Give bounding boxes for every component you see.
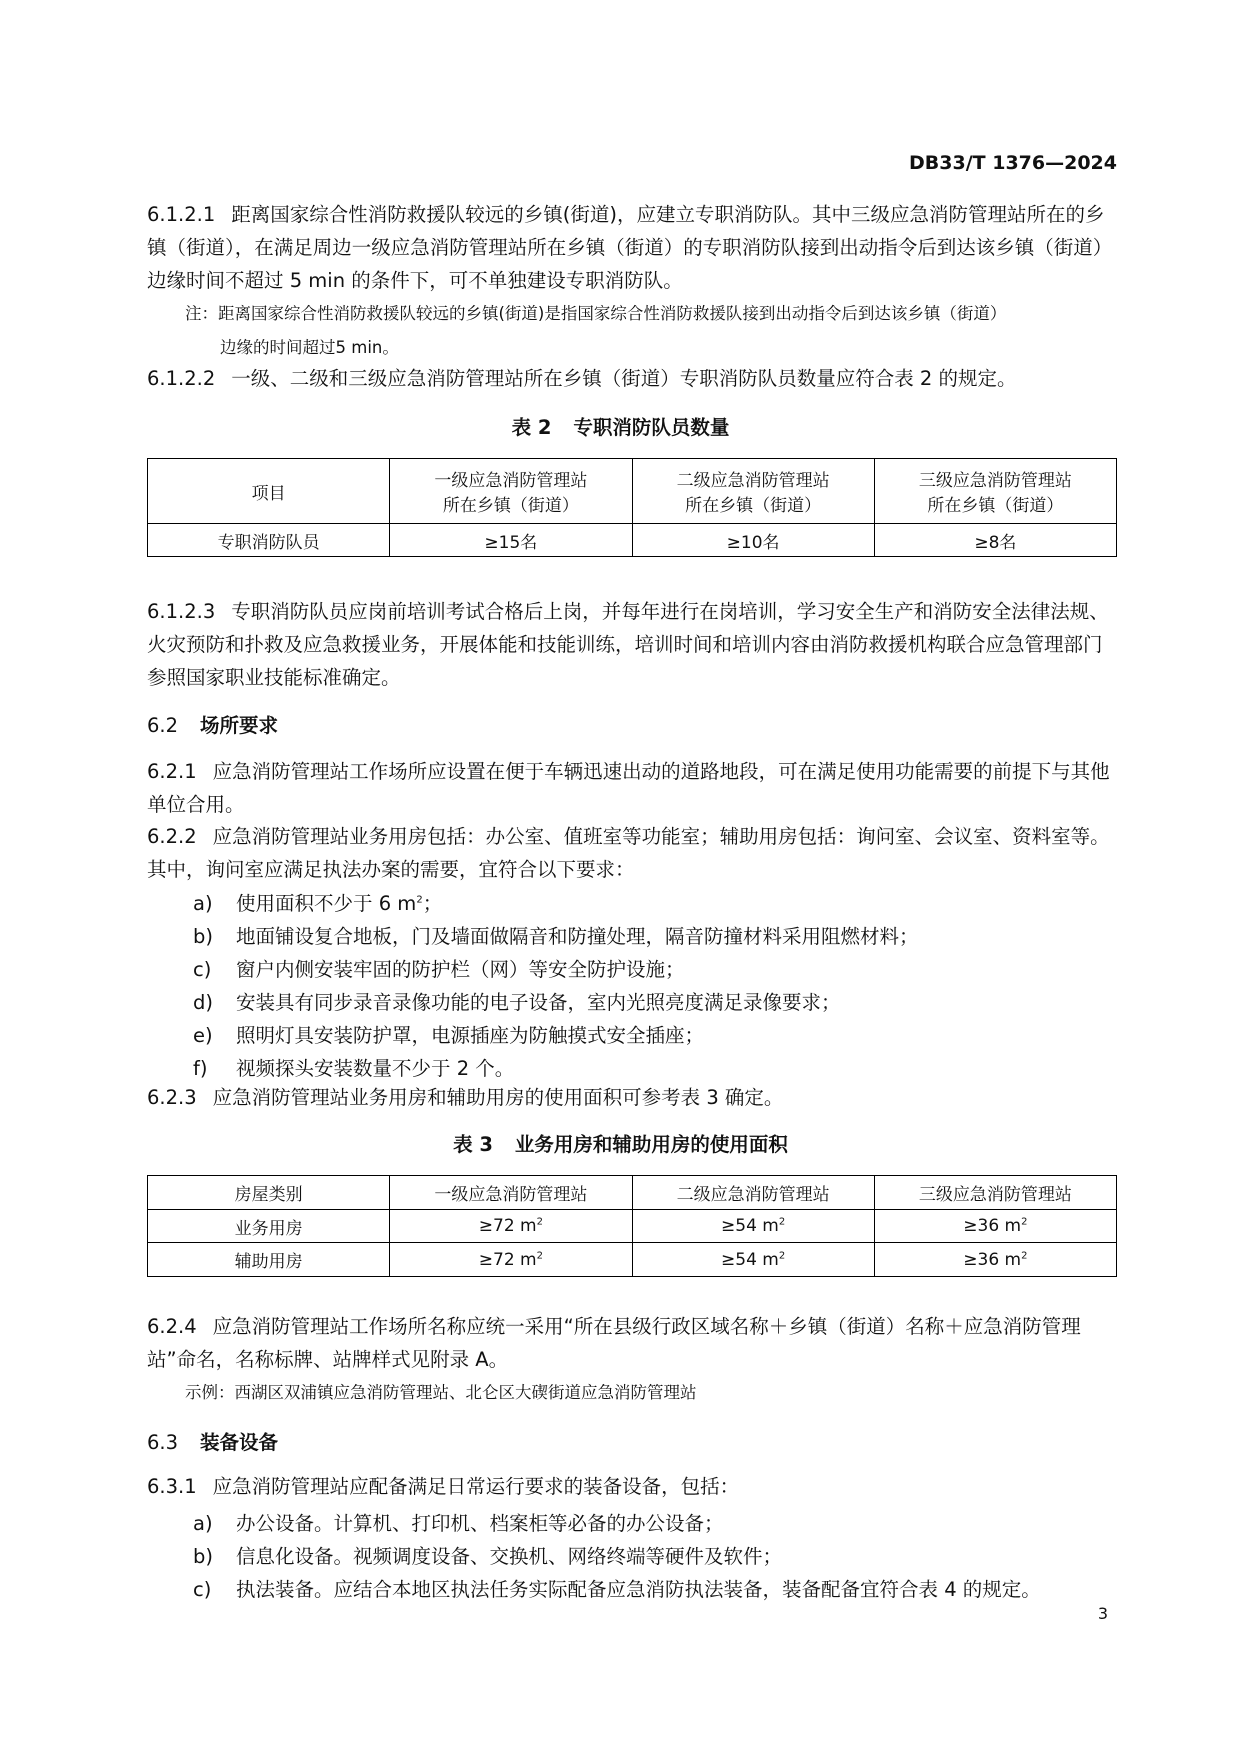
cell-value: ≥36 m xyxy=(963,1249,1022,1270)
section-6-2-heading xyxy=(147,710,278,738)
list-item xyxy=(193,954,685,982)
list-marker: c) xyxy=(193,958,212,981)
table-cell xyxy=(632,1210,874,1243)
list-item xyxy=(193,1574,1041,1602)
list-marker: c) xyxy=(193,1578,212,1601)
clause-text: 应急消防管理站工作场所应设置在便于车辆迅速出动的道路地段，可在满足使用功能需要的前提下与其他单位合用。 xyxy=(147,760,1110,816)
list-text: 视频探头安装数量不少于 2 个。 xyxy=(236,1057,515,1080)
cell-value: ≥54 m xyxy=(721,1249,779,1270)
document-id: DB33/T 1376—2024 xyxy=(909,152,1117,174)
note xyxy=(185,298,1117,330)
list-marker: e) xyxy=(193,1024,213,1047)
cell-value: ≥36 m xyxy=(963,1216,1022,1236)
list-item xyxy=(193,987,841,1015)
clause-6-1-2-3 xyxy=(147,595,1117,694)
superscript: 2 xyxy=(778,1249,786,1261)
list-text: 地面铺设复合地板，门及墙面做隔音和防撞处理，隔音防撞材料采用阻燃材料； xyxy=(236,925,919,948)
clause-6-2-2 xyxy=(147,820,1117,886)
table-cell: 辅助用房 xyxy=(148,1243,390,1277)
cell-value: ≥72 m xyxy=(478,1249,537,1270)
list-marker: a) xyxy=(193,1512,213,1535)
clause-text: 一级、二级和三级应急消防管理站所在乡镇（街道）专职消防队员数量应符合表 2 的规定。 xyxy=(231,367,1017,390)
clause-number: 6.2.1 xyxy=(147,760,197,783)
list-item xyxy=(193,1508,724,1536)
table-cell: 专职消防队员 xyxy=(148,524,390,557)
table-title: 专职消防队员数量 xyxy=(573,416,730,439)
table-cell xyxy=(874,1210,1116,1243)
table-3-caption xyxy=(0,1129,1241,1157)
table-cell: ≥10名 xyxy=(632,524,874,557)
superscript: 2 xyxy=(536,1249,543,1261)
list-marker: b) xyxy=(193,925,213,948)
list-item xyxy=(193,1020,704,1048)
superscript: 2 xyxy=(1021,1249,1028,1261)
header-cell xyxy=(390,459,632,524)
list-marker: d) xyxy=(193,991,213,1014)
section-number: 6.2 xyxy=(147,714,179,737)
table-header-row xyxy=(148,459,1117,524)
clause-text: 应急消防管理站业务用房和辅助用房的使用面积可参考表 3 确定。 xyxy=(212,1086,784,1109)
clause-number: 6.3.1 xyxy=(147,1475,197,1498)
list-marker: b) xyxy=(193,1545,213,1568)
list-text: 照明灯具安装防护罩，电源插座为防触摸式安全插座； xyxy=(236,1024,705,1047)
superscript: 2 xyxy=(416,894,423,906)
list-item xyxy=(193,888,442,916)
clause-text: 专职消防队员应岗前培训考试合格后上岗，并每年进行在岗培训，学习安全生产和消防安全法律法规、火灾预防和扑救及应急救援业务，开展体能和技能训练，培训时间和培训内容由消防救援机构联合应急管理部门参照国家职业技能标准确定。 xyxy=(147,600,1109,689)
header-line: 三级应急消防管理站 xyxy=(918,471,1072,491)
table-row xyxy=(148,1243,1117,1277)
list-marker: f) xyxy=(193,1057,208,1080)
table-2-caption xyxy=(0,412,1241,440)
cell-value: ≥72 m xyxy=(478,1216,537,1236)
header-cell: 项目 xyxy=(148,459,390,524)
clause-number: 6.1.2.1 xyxy=(147,203,216,226)
header-cell xyxy=(632,459,874,524)
example-label: 示例： xyxy=(185,1383,235,1402)
clause-6-2-3 xyxy=(147,1081,1117,1114)
page-number: 3 xyxy=(1097,1604,1108,1623)
table-row xyxy=(148,524,1117,557)
clause-text: 距离国家综合性消防救援队较远的乡镇(街道)，应建立专职消防队。其中三级应急消防管理站所在的乡镇（街道），在满足周边一级应急消防管理站所在乡镇（街道）的专职消防队接到出动指令后到达该乡镇（街道）边缘时间不超过 5 min 的条件下，可不单独建设专职消防队。 xyxy=(147,203,1113,292)
clause-number: 6.2.2 xyxy=(147,825,197,848)
header-cell: 房屋类别 xyxy=(148,1176,390,1210)
example xyxy=(185,1379,697,1403)
table-title: 业务用房和辅助用房的使用面积 xyxy=(514,1133,788,1156)
list-item xyxy=(193,1541,782,1569)
list-text: 使用面积不少于 6 m xyxy=(236,892,417,915)
clause-number: 6.2.3 xyxy=(147,1086,197,1109)
header-cell: 三级应急消防管理站 xyxy=(874,1176,1116,1210)
table-row xyxy=(148,1210,1117,1243)
clause-6-2-4 xyxy=(147,1310,1117,1376)
clause-6-1-2-1 xyxy=(147,198,1117,297)
list-text: 安装具有同步录音录像功能的电子设备，室内光照亮度满足录像要求； xyxy=(236,991,841,1014)
note-label: 注： xyxy=(185,304,218,323)
example-text: 西湖区双浦镇应急消防管理站、北仑区大碶街道应急消防管理站 xyxy=(234,1383,697,1402)
superscript: 2 xyxy=(536,1216,543,1228)
list-text: 窗户内侧安装牢固的防护栏（网）等安全防护设施； xyxy=(236,958,685,981)
table-cell xyxy=(390,1243,632,1277)
clause-number: 6.1.2.3 xyxy=(147,600,216,623)
clause-6-3-1 xyxy=(147,1470,1117,1503)
list-item xyxy=(193,1053,514,1081)
table-2 xyxy=(147,458,1117,557)
table-cell: ≥15名 xyxy=(390,524,632,557)
list-text-tail: ； xyxy=(422,892,443,915)
list-text: 办公设备。计算机、打印机、档案柜等必备的办公设备； xyxy=(236,1512,724,1535)
list-item xyxy=(193,921,919,949)
clause-6-2-1 xyxy=(147,755,1117,821)
clause-number: 6.2.4 xyxy=(147,1315,197,1338)
superscript: 2 xyxy=(1021,1216,1028,1228)
list-marker: a) xyxy=(193,892,213,915)
list-text: 信息化设备。视频调度设备、交换机、网络终端等硬件及软件； xyxy=(236,1545,783,1568)
header-subline: 所在乡镇（街道） xyxy=(685,496,822,516)
clause-6-1-2-2 xyxy=(147,362,1117,395)
section-title: 装备设备 xyxy=(200,1431,279,1454)
clause-text: 应急消防管理站应配备满足日常运行要求的装备设备，包括： xyxy=(212,1475,740,1498)
table-cell: 业务用房 xyxy=(148,1210,390,1243)
note-continuation: 边缘的时间超过5 min。 xyxy=(220,338,399,357)
header-line: 一级应急消防管理站 xyxy=(434,471,588,491)
table-3 xyxy=(147,1175,1117,1277)
section-number: 6.3 xyxy=(147,1431,179,1454)
header-subline: 所在乡镇（街道） xyxy=(442,496,579,516)
table-cell xyxy=(632,1243,874,1277)
header-cell: 二级应急消防管理站 xyxy=(632,1176,874,1210)
list-text: 执法装备。应结合本地区执法任务实际配备应急消防执法装备，装备配备宜符合表 4 的规定。 xyxy=(236,1578,1041,1601)
note-text: 距离国家综合性消防救援队较远的乡镇(街道)是指国家综合性消防救援队接到出动指令后到达该乡镇（街道） xyxy=(218,304,1007,323)
table-cell xyxy=(874,1243,1116,1277)
table-cell: ≥8名 xyxy=(874,524,1116,557)
header-line: 二级应急消防管理站 xyxy=(676,471,830,491)
section-6-3-heading xyxy=(147,1427,278,1455)
table-label: 表 2 xyxy=(511,416,552,439)
clause-number: 6.1.2.2 xyxy=(147,367,216,390)
section-title: 场所要求 xyxy=(200,714,279,737)
cell-value: ≥54 m xyxy=(721,1216,779,1236)
clause-text: 应急消防管理站业务用房包括：办公室、值班室等功能室；辅助用房包括：询问室、会议室、资料室等。其中，询问室应满足执法办案的需要，宜符合以下要求： xyxy=(147,825,1110,881)
table-header-row xyxy=(148,1176,1117,1210)
header-subline: 所在乡镇（街道） xyxy=(927,496,1064,516)
superscript: 2 xyxy=(778,1216,786,1228)
table-label: 表 3 xyxy=(453,1133,493,1156)
header-cell: 一级应急消防管理站 xyxy=(390,1176,632,1210)
table-cell xyxy=(390,1210,632,1243)
clause-text: 应急消防管理站工作场所名称应统一采用“所在县级行政区域名称＋乡镇（街道）名称＋应急消防管理站”命名，名称标牌、站牌样式见附录 A。 xyxy=(147,1315,1081,1371)
header-cell xyxy=(874,459,1116,524)
